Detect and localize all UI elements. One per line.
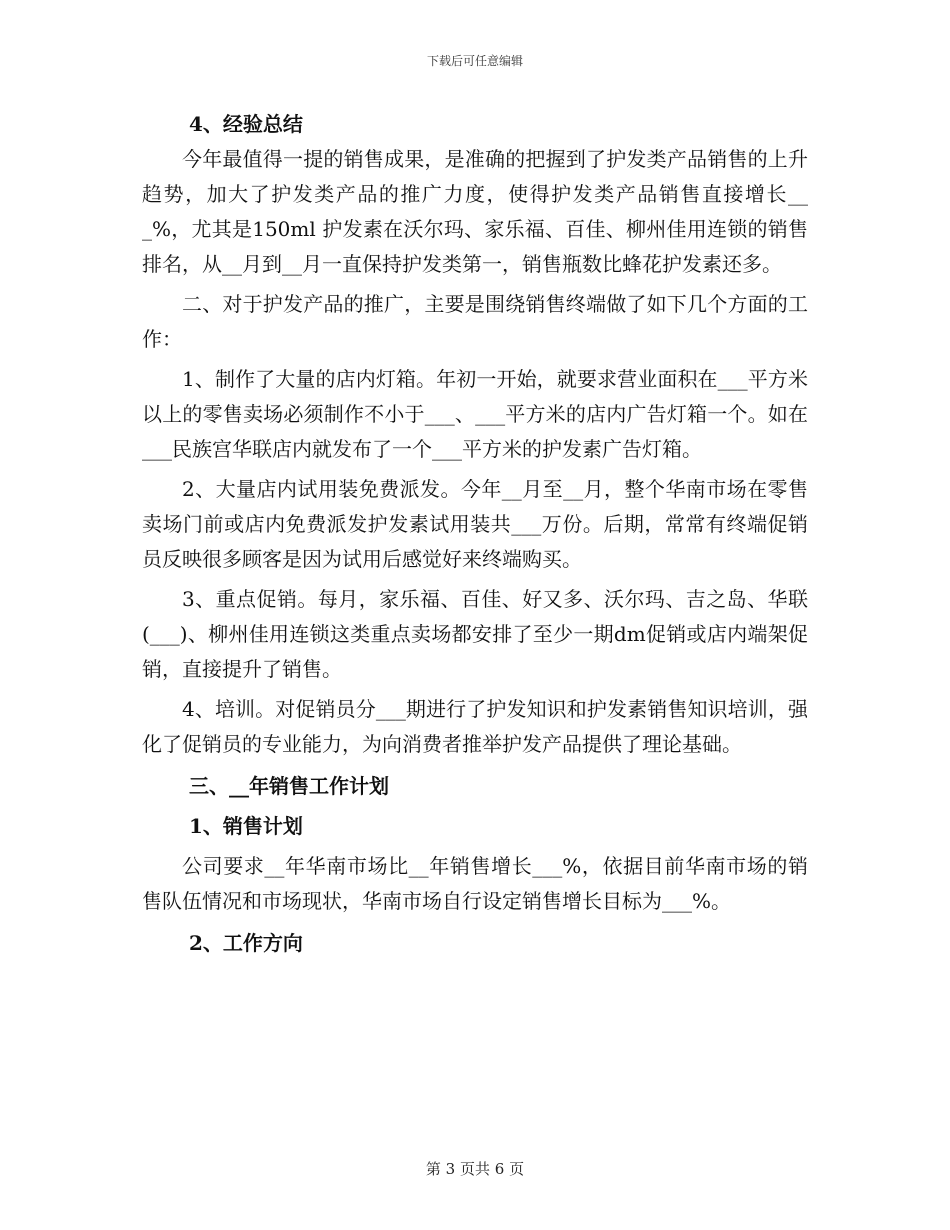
page-header: 下载后可任意编辑 bbox=[426, 54, 523, 68]
document-body bbox=[142, 107, 808, 961]
paragraph-sales-results: 今年最值得一提的销售成果，是准确的把握到了护发类产品销售的上升趋势，加大了护发类产品的推广力度，使得护发类产品销售直接增长___%，尤其是150ml 护发素在沃尔玛、家乐福、百佳、柳州佳用连锁的销售排名，从__月到__月一直保持护发类第一，销售瓶数比蜂花护发素还多。 bbox=[142, 147, 808, 276]
paragraph-key-promotions: 3、重点促销。每月，家乐福、百佳、好又多、沃尔玛、吉之岛、华联(___)、柳州佳用连锁这类重点卖场都安排了至少一期dm促销或店内端架促销，直接提升了销售。 bbox=[142, 587, 808, 681]
paragraph-free-samples: 2、大量店内试用装免费派发。今年__月至__月，整个华南市场在零售卖场门前或店内免费派发护发素试用装共___万份。后期，常常有终端促销员反映很多顾客是因为试用后感觉好来终端购买。 bbox=[142, 477, 808, 571]
paragraph-training: 4、培训。对促销员分___期进行了护发知识和护发素销售知识培训，强化了促销员的专业能力，为向消费者推举护发产品提供了理论基础。 bbox=[142, 697, 808, 756]
subheading-work-direction: 2、工作方向 bbox=[189, 931, 303, 955]
page-footer: 第 3 页共 6 页 bbox=[425, 1160, 525, 1178]
paragraph-light-boxes: 1、制作了大量的店内灯箱。年初一开始，就要求营业面积在___平方米以上的零售卖场必须制作不小于___、___平方米的店内广告灯箱一个。如在___民族宫华联店内就发布了一个___平方米的护发素广告灯箱。 bbox=[142, 367, 808, 461]
subheading-sales-plan: 1、销售计划 bbox=[189, 814, 303, 838]
paragraph-growth-target: 公司要求__年华南市场比__年销售增长___%，依据目前华南市场的销售队伍情况和市场现状，华南市场自行设定销售增长目标为___%。 bbox=[142, 854, 808, 913]
section-heading-sales-plan: 三、__年销售工作计划 bbox=[189, 774, 389, 798]
paragraph-promotion-intro: 二、对于护发产品的推广，主要是围绕销售终端做了如下几个方面的工作： bbox=[142, 292, 808, 351]
section-heading-experience-summary: 4、经验总结 bbox=[189, 112, 303, 136]
